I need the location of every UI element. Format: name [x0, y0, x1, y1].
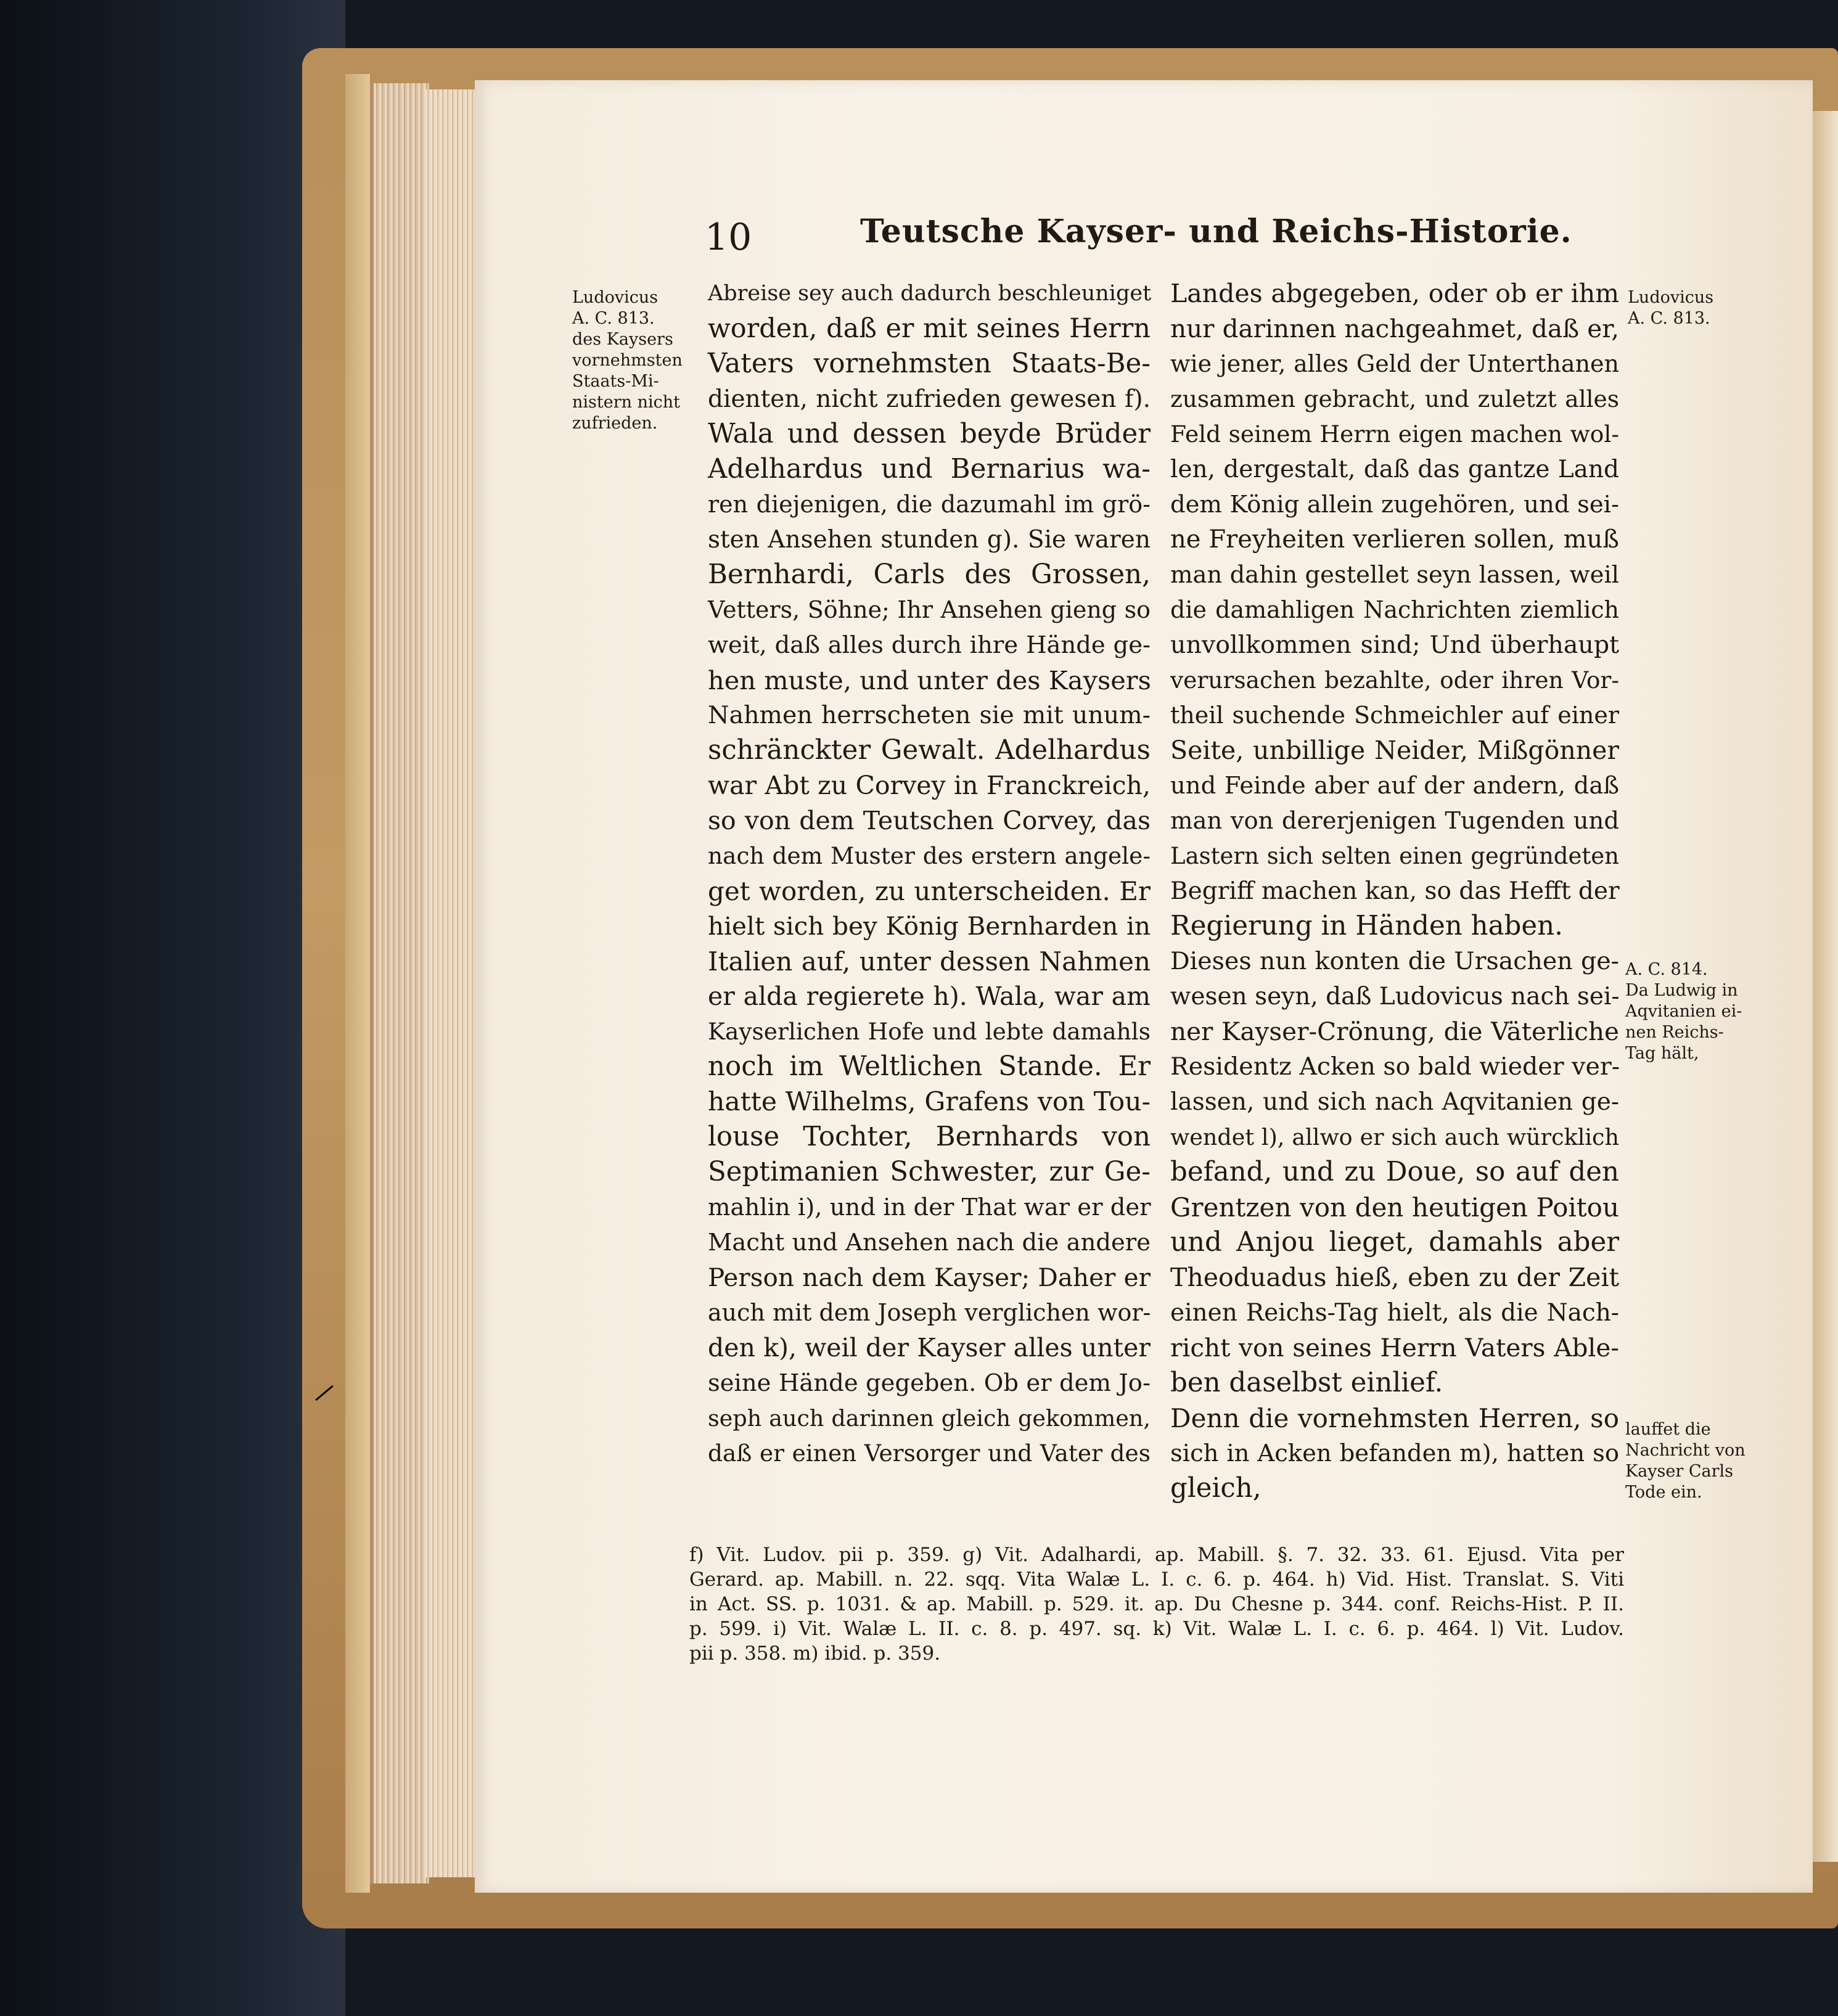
- text-line: wie jener, alles Geld der Unterthanen: [1170, 350, 1619, 377]
- dark-background: [0, 0, 345, 2016]
- text-line: lassen, und sich nach Aqvitanien ge-: [1170, 1088, 1619, 1116]
- text-line: zusammen gebracht, und zuletzt alles: [1170, 385, 1619, 412]
- margin-note-line: Ludovicus: [572, 288, 658, 307]
- text-line: befand, und zu Doue, so auf den: [1170, 1157, 1619, 1187]
- text-line: war Abt zu Corvey in Franckreich,: [708, 771, 1151, 800]
- page-number: 10: [705, 216, 752, 259]
- text-line: ren diejenigen, die dazumahl im grö-: [708, 491, 1151, 518]
- text-line: dienten, nicht zufrieden gewesen f).: [708, 385, 1151, 413]
- text-line: Denn die vornehmsten Herren, so: [1170, 1403, 1619, 1433]
- margin-note-line: vornehmsten: [572, 351, 683, 370]
- text-line: richt von seines Herrn Vaters Able-: [1170, 1333, 1619, 1362]
- text-line: man von dererjenigen Tugenden und: [1170, 807, 1619, 835]
- text-line: so von dem Teutschen Corvey, das: [708, 806, 1151, 835]
- text-line: Lastern sich selten einen gegründeten: [1170, 843, 1619, 869]
- margin-note-line: A. C. 814.: [1625, 960, 1708, 979]
- text-line: Vaters vornehmsten Staats-Be-: [708, 348, 1151, 379]
- text-line: und Feinde aber auf der andern, daß: [1170, 772, 1619, 800]
- text-line: Kayserlichen Hofe und lebte damahls: [708, 1018, 1151, 1045]
- text-line: wesen seyn, daß Ludovicus nach sei-: [1170, 983, 1620, 1010]
- page-block-edge: [370, 83, 429, 1883]
- margin-note-right-bottom: [1625, 1419, 1746, 1503]
- margin-note-line: A. C. 813.: [1628, 309, 1710, 328]
- text-line: nach dem Muster des erstern angele-: [708, 842, 1151, 869]
- text-line: schränckter Gewalt. Adelhardus: [708, 735, 1151, 766]
- text-line: ner Kayser-Crönung, die Väterliche: [1170, 1017, 1619, 1046]
- text-line: Septimanien Schwester, zur Ge-: [708, 1157, 1151, 1187]
- text-line: len, dergestalt, daß das gantze Land: [1170, 456, 1619, 483]
- text-line: die damahligen Nachrichten ziemlich: [1170, 596, 1619, 623]
- margin-note-line: Nachricht von: [1625, 1441, 1746, 1460]
- margin-note-line: lauffet die: [1625, 1420, 1711, 1439]
- text-line: Seite, unbillige Neider, Mißgönner: [1170, 736, 1619, 765]
- text-line: Macht und Ansehen nach die andere: [708, 1229, 1151, 1256]
- running-head: Teutsche Kayser- und Reichs-Historie.: [860, 213, 1572, 250]
- text-line: noch im Weltlichen Stande. Er: [708, 1051, 1151, 1082]
- page-stack-edges: [425, 89, 475, 1877]
- text-line: hielt sich bey König Bernharden in: [708, 911, 1151, 941]
- text-line: worden, daß er mit seines Herrn: [708, 313, 1151, 344]
- text-line: Regierung in Händen haben.: [1170, 911, 1563, 941]
- text-line: sich in Acken befanden m), hatten so: [1170, 1440, 1619, 1467]
- facing-page-edge: [1813, 111, 1838, 1862]
- text-line: unvollkommen sind; Und überhaupt: [1170, 631, 1619, 659]
- text-line: hen muste, und unter des Kaysers: [708, 665, 1151, 695]
- text-line: er alda regierete h). Wala, war am: [708, 981, 1151, 1011]
- text-line: weit, daß alles durch ihre Hände ge-: [708, 631, 1151, 659]
- text-line: daß er einen Versorger und Vater des: [708, 1440, 1151, 1467]
- text-line: den k), weil der Kayser alles unter: [708, 1333, 1151, 1362]
- margin-note-line: zufrieden.: [572, 414, 658, 433]
- margin-note-line: nen Reichs-: [1625, 1023, 1724, 1042]
- cover-spine-edge: [345, 74, 370, 1893]
- margin-note-line: Kayser Carls: [1625, 1462, 1733, 1481]
- margin-note-line: Tode ein.: [1625, 1483, 1702, 1502]
- margin-note-right-top: [1628, 287, 1713, 329]
- footnote-line: in Act. SS. p. 1031. & ap. Mabill. p. 529. it. ap. Du Chesne p. 344. conf. Reichs-Hist. P. II.: [689, 1593, 1624, 1615]
- text-line: man dahin gestellet seyn lassen, weil: [1170, 561, 1619, 589]
- text-line: Dieses nun konten die Ursachen ge-: [1170, 947, 1619, 975]
- text-line: Nahmen herrscheten sie mit unum-: [708, 701, 1151, 729]
- text-line: seine Hände gegeben. Ob er dem Jo-: [708, 1369, 1151, 1397]
- text-line: verursachen bezahlte, oder ihren Vor-: [1170, 666, 1619, 694]
- text-line: ne Freyheiten verlieren sollen, muß: [1170, 525, 1619, 554]
- text-line: auch mit dem Joseph verglichen wor-: [708, 1299, 1151, 1326]
- text-line: Feld seinem Herrn eigen machen wol-: [1170, 420, 1619, 448]
- text-line: Bernhardi, Carls des Grossen,: [708, 559, 1151, 590]
- text-line: Wala und dessen beyde Brüder: [708, 419, 1151, 449]
- text-line: Begriff machen kan, so das Hefft der: [1170, 877, 1620, 905]
- margin-note-line: Tag hält,: [1625, 1044, 1699, 1063]
- margin-note-line: Aqvitanien ei-: [1625, 1002, 1742, 1021]
- text-line: gleich,: [1170, 1473, 1262, 1504]
- margin-note-line: nistern nicht: [572, 393, 680, 412]
- text-line: seph auch darinnen gleich gekommen,: [708, 1405, 1151, 1432]
- text-line: Adelhardus und Bernarius wa-: [708, 454, 1151, 485]
- margin-note-left: [572, 287, 683, 434]
- footnote-line: f) Vit. Ludov. pii p. 359. g) Vit. Adalhardi, ap. Mabill. §. 7. 32. 33. 61. Ejusd. Vita per: [689, 1544, 1624, 1566]
- margin-note-line: Da Ludwig in: [1625, 981, 1738, 1000]
- text-column-right: [1170, 276, 1619, 1506]
- margin-note-line: Ludovicus: [1628, 288, 1714, 307]
- text-line: mahlin i), und in der That war er der: [708, 1194, 1151, 1221]
- text-line: ben daselbst einlief.: [1170, 1367, 1443, 1398]
- text-line: nur darinnen nachgeahmet, daß er,: [1170, 314, 1619, 343]
- text-line: louse Tochter, Bernhards von: [708, 1121, 1151, 1152]
- footnote-line: pii p. 358. m) ibid. p. 359.: [689, 1642, 941, 1665]
- text-line: wendet l), allwo er sich auch würcklich: [1170, 1124, 1619, 1150]
- text-line: und Anjou lieget, damahls aber: [1170, 1227, 1619, 1258]
- margin-note-line: Staats-Mi-: [572, 372, 659, 391]
- text-line: Vetters, Söhne; Ihr Ansehen gieng so: [708, 596, 1151, 623]
- text-column-left: [708, 276, 1151, 1471]
- text-line: hatte Wilhelms, Grafens von Tou-: [708, 1087, 1151, 1117]
- text-line: theil suchende Schmeichler auf einer: [1170, 702, 1619, 729]
- text-line: get worden, zu unterscheiden. Er: [708, 876, 1151, 906]
- text-line: Theoduadus hieß, eben zu der Zeit: [1170, 1263, 1619, 1292]
- text-line: Abreise sey auch dadurch beschleuniget: [708, 281, 1152, 306]
- margin-note-line: A. C. 813.: [572, 309, 655, 328]
- text-line: sten Ansehen stunden g). Sie waren: [708, 526, 1151, 554]
- text-line: Landes abgegeben, oder ob er ihm: [1170, 279, 1619, 308]
- footnote-line: p. 599. i) Vit. Walæ L. II. c. 8. p. 497. sq. k) Vit. Walæ L. I. c. 6. p. 464. l) Vit. Ludov.: [689, 1618, 1624, 1640]
- text-line: Grentzen von den heutigen Poitou: [1170, 1192, 1619, 1223]
- text-line: Person nach dem Kayser; Daher er: [708, 1263, 1151, 1292]
- text-line: Residentz Acken so bald wieder ver-: [1170, 1052, 1620, 1081]
- margin-note-line: des Kaysers: [572, 330, 673, 349]
- margin-note-right-middle: [1625, 959, 1742, 1064]
- text-line: dem König allein zugehören, und sei-: [1170, 491, 1619, 518]
- footnotes: [689, 1543, 1624, 1666]
- text-line: einen Reichs-Tag hielt, als die Nach-: [1170, 1299, 1619, 1327]
- text-line: Italien auf, unter dessen Nahmen: [708, 946, 1151, 977]
- footnote-line: Gerard. ap. Mabill. n. 22. sqq. Vita Walæ L. I. c. 6. p. 464. h) Vid. Hist. Translat. S. Viti: [689, 1568, 1624, 1591]
